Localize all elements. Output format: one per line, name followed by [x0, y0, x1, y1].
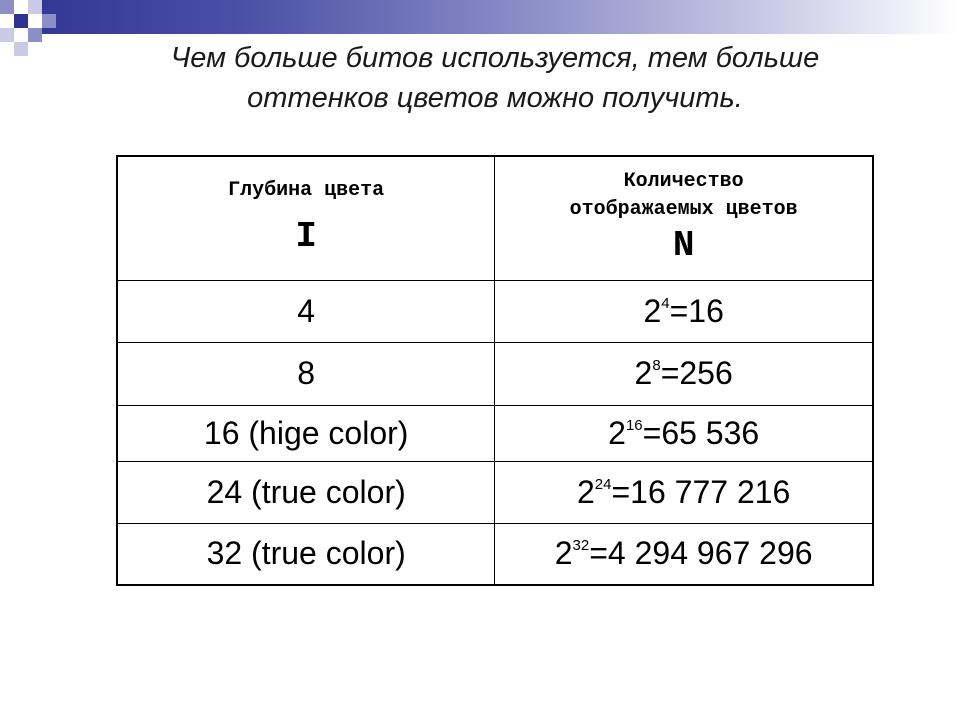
power-result: =256	[660, 355, 733, 391]
depth-cell: 32 (true color)	[117, 523, 495, 585]
depth-cell: 16 (hige color)	[117, 405, 495, 461]
color-depth-table	[116, 155, 874, 586]
header-count-symbol: N	[672, 225, 695, 267]
power-result: =4 294 967 296	[589, 535, 813, 572]
power-base: 2	[634, 355, 653, 391]
count-cell	[495, 280, 873, 342]
decor-square	[14, 42, 28, 56]
header-depth-symbol: I	[295, 216, 317, 258]
power-exponent: 16	[625, 416, 643, 434]
table-header-row	[117, 156, 873, 280]
decor-square	[28, 14, 42, 28]
header-cell-count	[495, 156, 873, 280]
power-exponent: 8	[652, 357, 661, 374]
table-row	[117, 342, 873, 405]
count-cell	[495, 523, 873, 585]
power-base: 2	[554, 535, 573, 572]
decor-square	[14, 28, 28, 42]
table-row	[117, 461, 873, 523]
header-gradient-bar	[0, 0, 960, 34]
depth-cell: 8	[117, 342, 495, 405]
table-row	[117, 405, 873, 461]
power-base: 2	[643, 292, 662, 329]
power-result: =16 777 216	[611, 473, 791, 510]
depth-cell: 4	[117, 280, 495, 342]
decor-square	[14, 14, 28, 28]
count-cell	[495, 405, 873, 461]
slide-subtitle	[60, 38, 930, 118]
decor-square	[28, 0, 42, 14]
header-depth-label: Глубина цвета	[228, 179, 385, 203]
power-exponent: 4	[661, 294, 670, 312]
table-row	[117, 280, 873, 342]
power-exponent: 32	[572, 537, 590, 555]
power-base: 2	[577, 473, 595, 510]
subtitle-line-2: оттенков цветов можно получить.	[247, 82, 743, 114]
header-cell-depth	[117, 156, 495, 280]
count-cell	[495, 461, 873, 523]
decor-square	[0, 0, 14, 14]
subtitle-line-1: Чем больше битов используется, тем больше	[170, 42, 820, 74]
power-base: 2	[608, 414, 626, 451]
power-exponent: 24	[594, 475, 612, 493]
count-cell	[495, 342, 873, 405]
header-count-label-2: отображаемых цветов	[569, 198, 798, 222]
decor-square	[0, 14, 14, 28]
table-row	[117, 523, 873, 585]
depth-cell: 24 (true color)	[117, 461, 495, 523]
decor-square	[28, 28, 42, 42]
power-result: =16	[669, 292, 724, 329]
power-result: =65 536	[642, 414, 760, 451]
decor-square	[42, 14, 56, 28]
decor-square	[0, 28, 14, 42]
decor-square	[14, 0, 28, 14]
header-count-label-1: Количество	[623, 170, 744, 194]
